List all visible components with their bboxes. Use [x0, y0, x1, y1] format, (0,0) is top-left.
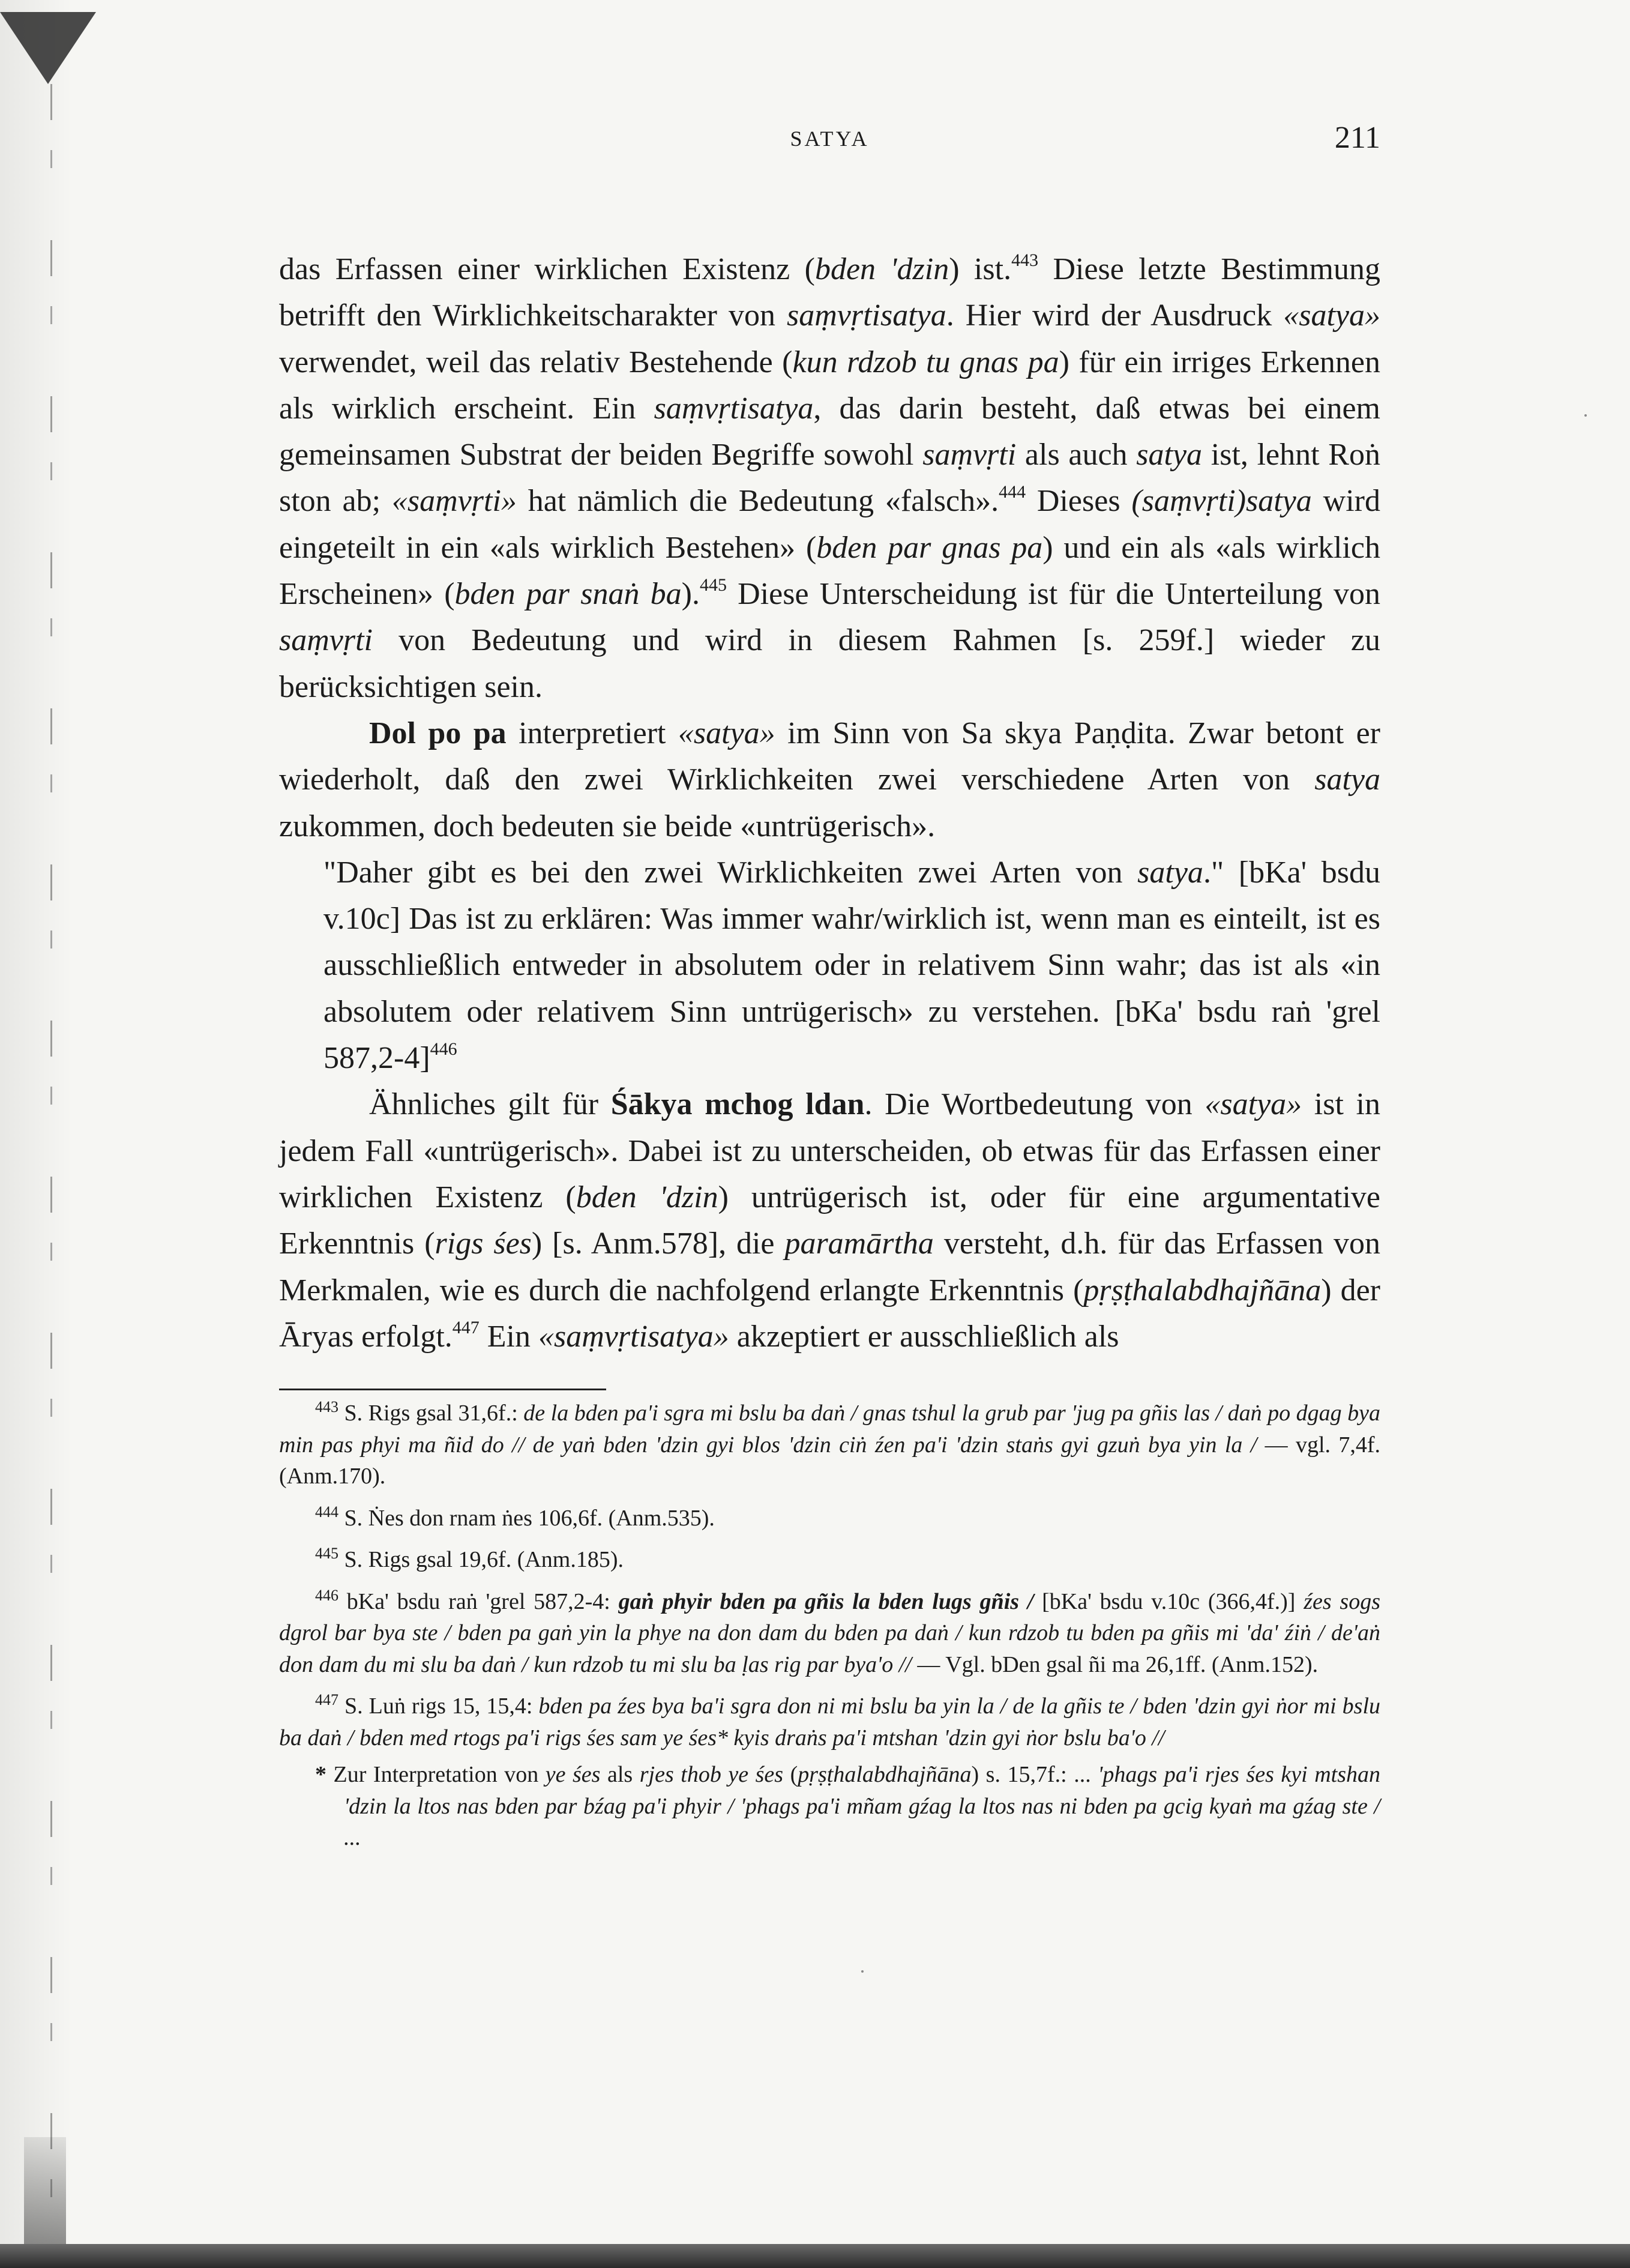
footnote-ref[interactable]: 446 — [430, 1039, 457, 1060]
page-bottom-edge — [0, 2244, 1630, 2268]
footnote-446: $^{446}$ bKa' bsdu raṅ 'grel 587,2-4: gaṅ phyir bden pa gñis la bden lugs gñis / [bKa' bsdu v.10c (366,4f.)] źes sogs dgrol bar bya ste / bden pa gaṅ yin la phye na don dam du bden pa daṅ / kun rdzob tu bden pa gñis mi 'da' źiṅ / de'aṅ don dam du mi slu ba daṅ / kun rdzob tu mi slu ba ḷas rig par bya'o // — Vgl. bDen gsal ñi ma 26,1ff. (Anm.152). — [279, 1586, 1380, 1677]
footnote-444: $^{444}$ S. Ṅes don rnam ṅes 106,6f. (Anm.535). — [315, 1503, 715, 1531]
paragraph: Ähnliches gilt für Śākya mchog ldan. Die Wortbedeutung von «satya» ist in jedem Fall «untrügerisch». Dabei ist zu unterscheiden, ob etwas für das Erfassen einer wirklichen Existenz (bden 'dzin) untrügerisch ist, oder für eine argumentative Erkenntnis (rigs śes) [s. Anm.578], die paramārtha versteht, d.h. für das Erfassen von Merkmalen, wie es durch die nachfolgend erlangte Erkenntnis (pṛṣṭhalabdhajñāna) der Āryas erfolgt.$^{447}$ Ein «saṃvṛtisatya» akzeptiert er ausschließlich als — [279, 1087, 1380, 1354]
footnote-445: $^{445}$ S. Rigs gsal 19,6f. (Anm.185). — [315, 1545, 624, 1572]
page-number: 211 — [1334, 121, 1380, 155]
author-name: Śākya mchog ldan — [610, 1087, 865, 1122]
footnote-ref[interactable]: 444 — [999, 482, 1026, 502]
binding-shadow — [0, 0, 72, 2268]
paragraph: Dol po pa interpretiert «satya» im Sinn von Sa skya Paṇḍita. Zwar betont er wiederholt, daß den zwei Wirklichkeiten zwei verschiedene Arten von satya zukommen, doch bedeuten sie beide «untrügerisch». — [279, 716, 1381, 843]
footnotes — [279, 1398, 1380, 1854]
footnote-ref[interactable]: 443 — [1011, 250, 1039, 270]
footnote-447: $^{447}$ S. Luṅ rigs 15, 15,4: bden pa źes bya ba'i sgra don ni mi bslu ba yin la / de la gñis te / bden 'dzin gyi ṅor mi bslu ba daṅ / bden med rtogs pa'i rigs śes sam ye śes* kyis draṅs pa'i mtshan 'dzin gyi ṅor bslu ba'o // — [279, 1691, 1380, 1751]
running-head — [279, 120, 1380, 162]
main-text — [279, 246, 1380, 1360]
running-head-title: SATYA — [790, 127, 870, 151]
footnote-ref[interactable]: 445 — [699, 575, 727, 596]
scan-speck — [1584, 414, 1587, 417]
binding-edge-line — [50, 84, 52, 2221]
author-name: Dol po pa — [369, 716, 507, 750]
footnote-ref[interactable]: 447 — [452, 1317, 480, 1338]
scan-speck — [861, 1970, 864, 1973]
footnote-separator — [279, 1389, 606, 1390]
block-quote: "Daher gibt es bei den zwei Wirklichkeiten zwei Arten von satya." [bKa' bsdu v.10c] Das ist zu erklären: Was immer wahr/wirklich ist, wenn man es einteilt, ist es ausschließlich entweder in absolutem oder in relativem Sinn wahr; das ist als «in absolutem oder relativem Sinn untrügerisch» zu verstehen. [bKa' bsdu raṅ 'grel 587,2-4]$^{446}$ — [323, 855, 1380, 1076]
footnote-443: $^{443}$ S. Rigs gsal 31,6f.: de la bden pa'i sgra mi bslu ba daṅ / gnas tshul la grub par 'jug pa gñis las / daṅ po dgag bya min pas phyi ma ñid do // de yaṅ bden 'dzin gyi blos 'dzin ciṅ źen pa'i 'dzin staṅs gyi gzuṅ bya yin la / — vgl. 7,4f. (Anm.170). — [279, 1398, 1380, 1489]
footnote-star: * Zur Interpretation von ye śes als rjes thob ye śes (pṛṣṭhalabdhajñāna) s. 15,7f.: ... 'phags pa'i rjes śes kyi mtshan 'dzin la ltos nas bden par bźag pa'i phyir / 'phags pa'i mñam gźag la ltos nas ni bden pa gcig kyaṅ ma gźag ste / ... — [315, 1762, 1380, 1850]
binding-corner-mark — [0, 12, 96, 84]
paragraph: das Erfassen einer wirklichen Existenz (bden 'dzin) ist.$^{443}$ Diese letzte Bestimmung betrifft den Wirklichkeitscharakter von saṃvṛtisatya. Hier wird der Ausdruck «satya» verwendet, weil das relativ Bestehende (kun rdzob tu gnas pa) für ein irriges Erkennen als wirklich erscheint. Ein saṃvṛtisatya, das darin besteht, daß etwas bei einem gemeinsamen Substrat der beiden Begriffe sowohl saṃvṛti als auch satya ist, lehnt Roṅ ston ab; «saṃvṛti» hat nämlich die Bedeutung «falsch».$^{444}$ Dieses (saṃvṛti)satya wird eingeteilt in ein «als wirklich Bestehen» (bden par gnas pa) und ein als «als wirklich Erscheinen» (bden par snaṅ ba).$^{445}$ Diese Unterscheidung ist für die Unterteilung von saṃvṛti von Bedeutung und wird in diesem Rahmen [s. 259f.] wieder zu berücksichtigen sein. — [279, 250, 1381, 704]
